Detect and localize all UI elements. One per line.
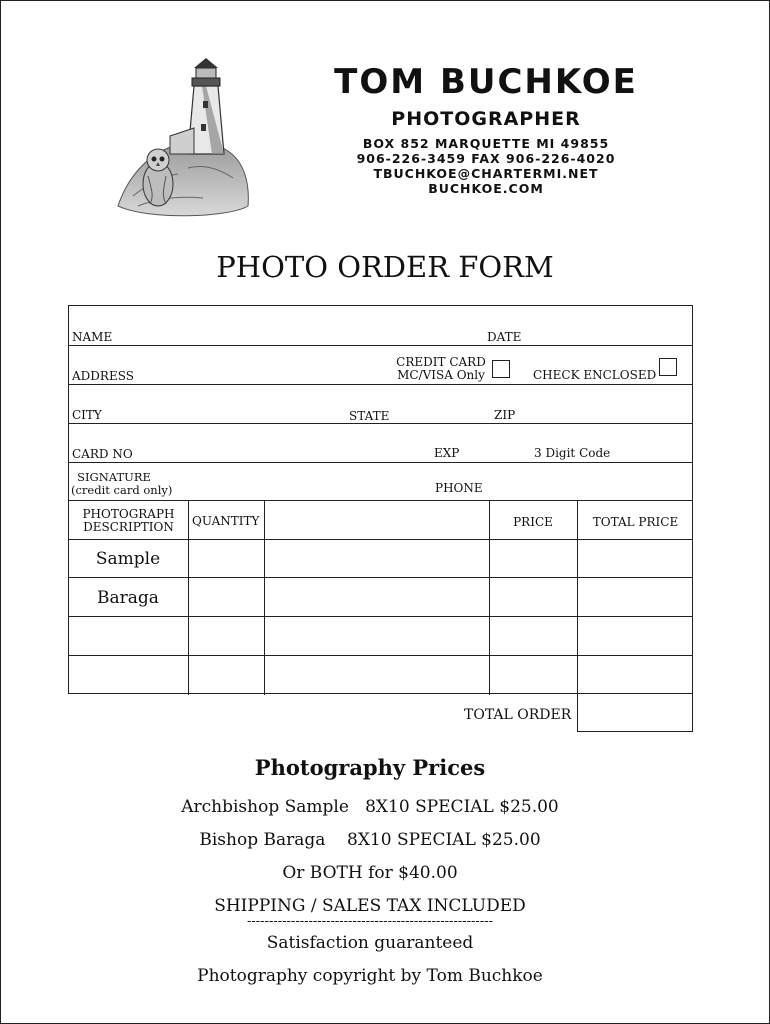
col-divider: [489, 500, 490, 695]
row-divider: [69, 500, 692, 501]
digit-code-field[interactable]: 3 Digit Code: [534, 446, 611, 460]
credit-card-label: CREDIT CARD: [396, 355, 486, 369]
company-address: BOX 852 MARQUETTE MI 49855: [362, 136, 610, 151]
col-divider: [188, 500, 189, 695]
signature-sublabel: (credit card only): [71, 483, 173, 497]
company-name: TOM BUCHKOE: [334, 62, 638, 102]
divider-line: --------------------------------------------------------: [247, 914, 493, 929]
zip-field[interactable]: ZIP: [494, 408, 516, 422]
row-divider: [69, 655, 692, 656]
copyright-line: Photography copyright by Tom Buchkoe: [197, 966, 543, 986]
check-enclosed-checkbox[interactable]: [659, 358, 677, 376]
row-divider: [69, 345, 692, 346]
row-divider: [69, 539, 692, 540]
price-line: SHIPPING / SALES TAX INCLUDED: [214, 896, 526, 916]
row-divider: [69, 616, 692, 617]
date-field[interactable]: DATE: [487, 330, 522, 344]
prices-heading: Photography Prices: [254, 755, 486, 780]
row-divider: [69, 577, 692, 578]
row-divider: [69, 423, 692, 424]
price-line: Archbishop Sample 8X10 SPECIAL $25.00: [181, 797, 559, 817]
phone-field[interactable]: PHONE: [435, 481, 483, 495]
company-header: [326, 62, 646, 196]
col-divider: [264, 500, 265, 695]
company-email: TBUCHKOE@CHARTERMI.NET: [373, 166, 599, 181]
city-field[interactable]: CITY: [72, 408, 102, 422]
card-no-field[interactable]: CARD NO: [72, 447, 133, 461]
signature-field[interactable]: SIGNATURE: [77, 470, 151, 484]
col-divider: [577, 500, 578, 695]
col-header-description-sub: DESCRIPTION: [83, 520, 174, 534]
credit-card-sublabel: MC/VISA Only: [397, 368, 485, 382]
order-form: [68, 305, 693, 694]
row-divider: [69, 384, 692, 385]
address-field[interactable]: ADDRESS: [72, 369, 134, 383]
exp-field[interactable]: EXP: [434, 446, 460, 460]
lighthouse-owl-illustration: [108, 56, 254, 220]
col-header-description: PHOTOGRAPH: [82, 507, 175, 521]
row-divider: [69, 462, 692, 463]
table-row-description[interactable]: Sample: [95, 549, 161, 569]
col-header-total-price: TOTAL PRICE: [592, 515, 679, 529]
total-order-field[interactable]: [577, 693, 693, 732]
name-field[interactable]: NAME: [72, 330, 113, 344]
check-enclosed-label: CHECK ENCLOSED: [533, 368, 657, 382]
price-list: [0, 755, 740, 993]
col-header-price: PRICE: [513, 515, 553, 529]
form-title: PHOTO ORDER FORM: [216, 250, 554, 284]
state-field[interactable]: STATE: [349, 409, 390, 423]
company-phones: 906-226-3459 FAX 906-226-4020: [356, 151, 616, 166]
credit-card-checkbox[interactable]: [492, 360, 510, 378]
company-website: BUCHKOE.COM: [428, 181, 544, 196]
col-header-quantity: QUANTITY: [192, 514, 260, 528]
price-line: Or BOTH for $40.00: [282, 863, 458, 883]
company-role: PHOTOGRAPHER: [391, 108, 581, 130]
table-row-description[interactable]: Baraga: [97, 588, 159, 608]
total-order-label: TOTAL ORDER: [464, 707, 572, 723]
price-line: Satisfaction guaranteed: [266, 933, 474, 953]
price-line: Bishop Baraga 8X10 SPECIAL $25.00: [199, 830, 541, 850]
